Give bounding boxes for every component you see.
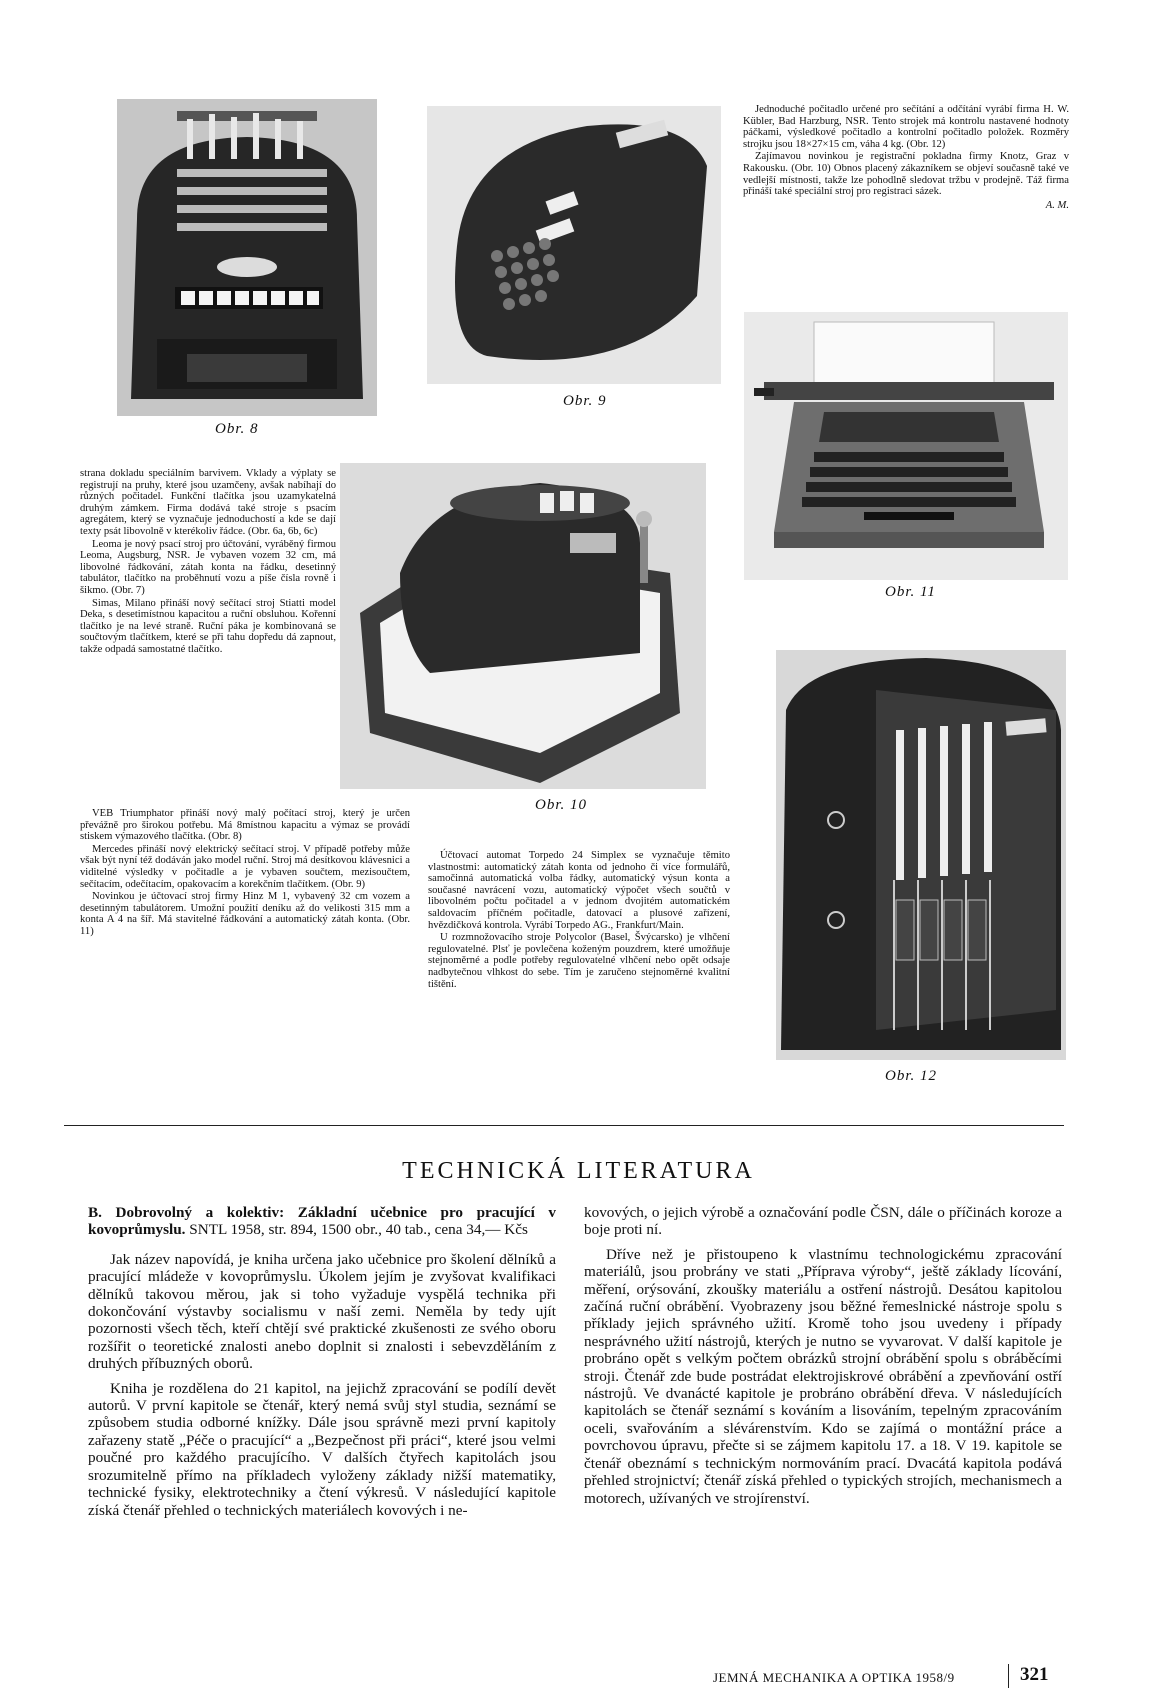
text-column-top-right — [743, 104, 1069, 211]
article-heading-bold: B. Dobrovolný a kolektiv: Základní učebnice pro pracující v kovoprůmyslu. — [88, 1204, 556, 1239]
paragraph-mercedes: Mercedes přináší nový elektrický sečítací stroj. V případě potřeby může však být nyní též dodáván jako model ruční. Stroj má desítkovou klávesnici a viditelné výsledky v počitadle a je vybaven součtem, mezisoučtem, sečítacím, odečítacím, opakovacím a korekčním tlačítkem. (Obr. 9) — [80, 843, 410, 890]
article-paragraph-1: Jak název napovídá, je kniha určena jako učebnice pro školení dělníků a pracující mládeže v kovoprůmyslu. Úkolem jejím je zvyšovat kvalifikaci dělníků takovou měrou, jak si toho vyžaduje vyspělá technika při dokončování výstavby socialismu v naší zemi. Neměla by tedy ujít pozornosti všech těch, kteří chtějí své praktické zkušenosti ze svého oboru rozšířit o teoretické znalosti anebo doplnit si znalosti i sebevzděláním z druhých příbuzných oborů. — [88, 1250, 556, 1373]
paragraph-hinz: Novinkou je účtovací stroj firmy Hinz M 1, vybavený 32 cm vozem a desetinným tabulátorem. Umožní použití deníku až do velikosti 315 mm a konta A 4 na šíř. Má stavitelné řádkování a automatický zátah konta. (Obr. 11) — [80, 891, 410, 937]
paragraph-simas: Simas, Milano přináší nový sečítací stroj Stiatti model Deka, s desetimístnou kapacitou a ruční obsluhou. Kořenní tlačítko je na levé straně. Ruční páka je kombinovaná se součtovým tlačítkem, které se při tahu dopředu dá zapnout, takže odpadá samostatné tlačítko. — [80, 597, 336, 655]
article-paragraph-4: Dříve než je přistoupeno k vlastnímu technologickému zpracování materiálů, jsou probrány ve stati „Příprava výroby“, ještě základy lícování, měření, orýsování, zkoušky materiálu a ostření nástrojů. Desátou kapitolou začíná ruční obrábění. Vyobrazeny jsou běžné řemeslnické nástroje spolu s příklady jejich správného užití. Kromě toho jsou uvedeny i případy nesprávného užití nástrojů, kterých je nutno se vyvarovat. V další kapitole je probráno opět s velkým počtem obrázků strojní obrábění spolu s obráběcími stroji. Čtenář zde bude postrádat elektrojiskrové obrábění a zpevňování ostří nástrojů. Ve dvanácté kapitole je probráno obrábění dřeva. V následujících kapitolách se čtenář seznámí s kováním a lisováním, tepelným zpracováním oceli, svařováním a slévárenstvím. Kdo se zajímá o montážní práce a povrchovou úpravu, přečte si se zájmem kapitolu 17. a 18. V 19. kapitole se čtenář obeznámí s technickým normováním prací. Dvacátá kapitola podává přehled strojnictví; čtenář získá přehled o typických strojích, mechanismech a motorech, užívaných ve strojírenství. — [584, 1245, 1062, 1507]
caption-obr-10: Obr. 10 — [535, 797, 588, 813]
article-heading — [88, 1204, 556, 1239]
paragraph-strana: strana dokladu speciálním barvivem. Vklady a výplaty se registrují na pruhy, které jsou uzamčeny, avšak nabíhají do různých počitadel. Funkční tlačítka jsou uzamykatelná druhým zámkem. Firma dodává také stroje s psacím agregátem, který se vyznačuje jednoduchostí a kde se dají texty psát libovolně v kterékoliv řádce. (Obr. 6a, 6b, 6c) — [80, 468, 336, 537]
adding-machine-image — [117, 99, 377, 416]
section-title: TECHNICKÁ LITERATURA — [402, 1158, 755, 1184]
caption-obr-12: Obr. 12 — [885, 1068, 938, 1084]
caption-obr-8: Obr. 8 — [215, 421, 259, 437]
photo-obr-9 — [427, 106, 721, 384]
article-heading-rest: SNTL 1958, str. 894, 1500 obr., 40 tab., cena 34,— Kčs — [189, 1221, 528, 1239]
cash-register-image — [340, 463, 706, 789]
electric-calculator-image — [427, 106, 721, 384]
photo-obr-12 — [776, 650, 1066, 1060]
photo-obr-8 — [117, 99, 377, 416]
text-column-left-lower — [80, 808, 410, 939]
paragraph-kubler: Jednoduché počitadlo určené pro sečítání a odčítání vyrábí firma H. W. Kübler, Bad Harzburg, NSR. Tento strojek má kontrolu nastavené hodnoty páčkami, výsledkové počitadlo a kontrolní počitadlo položek. Rozměry strojku jsou 18×27×15 cm, váha 4 kg. (Obr. 12) — [743, 104, 1069, 150]
text-column-left — [80, 468, 336, 657]
paragraph-triumphator: VEB Triumphator přináší nový malý počítací stroj, který je určen převážně pro širokou potřebu. Má 8místnou kapacitu a výmaz se provádí stiskem výmazového tlačítka. (Obr. 8) — [80, 808, 410, 843]
kubler-calculator-image — [776, 650, 1066, 1060]
journal-name: JEMNÁ MECHANIKA A OPTIKA 1958/9 — [713, 1670, 955, 1685]
paragraph-leoma: Leoma je nový psací stroj pro účtování, vyráběný firmou Leoma, Augsburg, NSR. Je vybaven vozem 32 cm, má libovolné řádkování, zátah konta na řádku, desetinný tabulátor, tlačítko na proběhnutí vozu a píše čísla rovně i šikmo. (Obr. 7) — [80, 538, 336, 596]
section-divider — [64, 1125, 1064, 1126]
paragraph-polycolor: U rozmnožovacího stroje Polycolor (Basel, Švýcarsko) je vlhčení regulovatelné. Plsť je povlečena koženým pouzdrem, které umožňuje stejnoměrné a podle potřeby regulovatelné vlhčení nebo opět odsaje nadbytečnou vlhkost do sebe. Tím je zaručeno stejnoměrné kvalitní tištění. — [428, 932, 730, 990]
paragraph-torpedo: Účtovací automat Torpedo 24 Simplex se vyznačuje těmito vlastnostmi: automatický zátah konta od jednoho či více formulářů, samočinná automatická volba řádky, automatický výsun konta a současné navrácení vozu, automatický výpočet všech součtů v libovolném počtu počitadel a v jednom dvojitém automatickém saldovacím příčném počitadle, datovací a plusové zařízení, hvězdičková kontrola. Vyrábí Torpedo AG., Frankfurt/Main. — [428, 850, 730, 931]
footer-divider — [1008, 1664, 1009, 1688]
article-column-left — [88, 1204, 556, 1526]
typewriter-image — [744, 312, 1068, 580]
author-signature: A. M. — [1045, 199, 1069, 211]
article-paragraph-3: kovových, o jejich výrobě a označování podle ČSN, dále o příčinách koroze a boje proti ní. — [584, 1204, 1062, 1239]
caption-obr-9: Obr. 9 — [563, 393, 607, 409]
photo-obr-10 — [340, 463, 706, 789]
caption-obr-11: Obr. 11 — [885, 584, 936, 600]
article-column-right — [584, 1204, 1062, 1514]
photo-obr-11 — [744, 312, 1068, 580]
article-paragraph-2: Kniha je rozdělena do 21 kapitol, na jejichž zpracování se podílí devět autorů. V první kapitole se čtenář, který nemá svůj styl studia, seznámí se způsobem studia odborné knížky. Dále jsou správně mezi první kapitoly zařazeny statě „Péče o pracující“ a „Bezpečnost při práci“, které jsou velmi poučné pro každého pracujícího. V dalších čtyřech kapitolách jsou srozumitelně přímo na příkladech vyloženy základy nižší matematiky, technické fysiky, elektrotechniky a čtení výkresů. V následující kapitole získá čtenář přehled o technických materiálech kovových i ne- — [88, 1379, 556, 1519]
page-number: 321 — [1020, 1664, 1049, 1685]
paragraph-knotz: Zajímavou novinkou je registrační pokladna firmy Knotz, Graz v Rakousku. (Obr. 10) Obnos placený zákazníkem se objeví současně také ve vedlejší místnosti, takže lze pohodlně sledovat tržbu v prodejně. Táž firma přináší také speciální stroj pro registraci sázek. — [743, 151, 1069, 198]
text-column-middle — [428, 850, 730, 991]
